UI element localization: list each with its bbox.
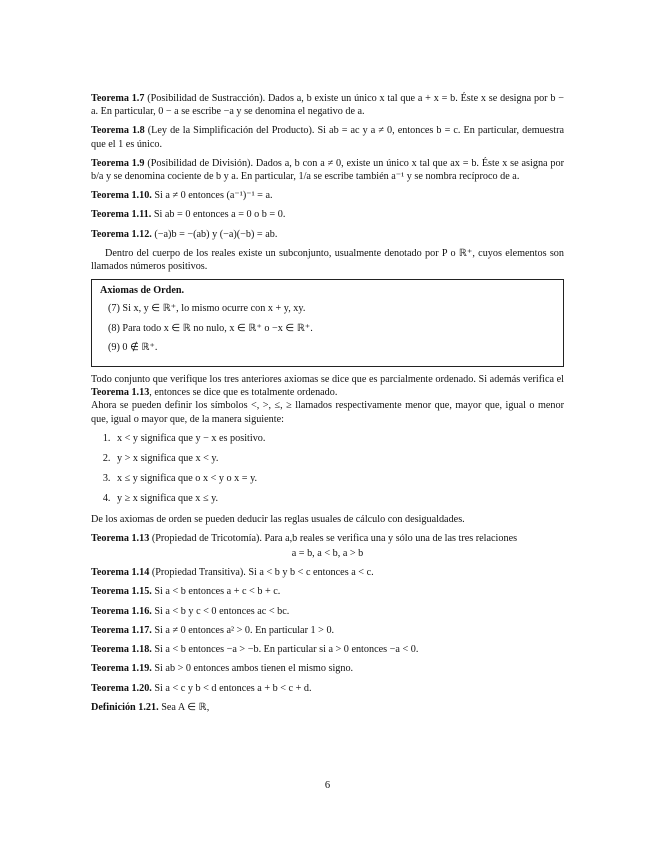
axiom-7: (7) Si x, y ∈ ℝ⁺, lo mismo ocurre con x + y, xy. (108, 303, 306, 315)
theorem-1-13 (91, 532, 564, 545)
theorem-text: (Ley de la Simplificación del Producto). Si ab = ac y a ≠ 0, entonces b = c. En particular, demuestra que el 1 es único. (91, 125, 564, 150)
theorem-text: Si ab = 0 entonces a = 0 o b = 0. (151, 209, 286, 221)
theorem-label: Teorema 1.13 (91, 532, 150, 544)
theorem-text: Si ab > 0 entonces ambos tienen el mismo signo. (151, 663, 354, 675)
theorem-label: Teorema 1.11. (91, 209, 152, 221)
ordered-text-2: , entonces se dice que es totalmente ordenado. (149, 387, 338, 399)
theorem-text: (Posibilidad de Sustracción). Dados a, b existe un único x tal que a + x = b. Éste x se designa por b − a. En particular, 0 − a se escribe −a y se denomina el negativo de a. (91, 93, 564, 118)
order-definitions-list (91, 432, 564, 506)
theorem-label: Teorema 1.7 (91, 93, 145, 104)
theorem-text: Si a < b entonces a + c < b + c. (151, 586, 281, 598)
theorem-label: Teorema 1.10. (91, 190, 152, 202)
theorem-1-20 (91, 682, 564, 695)
theorem-1-15 (91, 585, 564, 598)
page-number: 6 (324, 780, 331, 791)
list-item: 2. y > x significa que x < y. (113, 452, 564, 465)
theorem-text: (−a)b = −(ab) y (−a)(−b) = ab. (151, 228, 278, 240)
list-item: 1. x < y significa que y − x es positivo. (113, 432, 564, 445)
list-item: 3. x ≤ y significa que o x < y o x = y. (113, 472, 564, 485)
theorem-text: Si a ≠ 0 entonces (a⁻¹)⁻¹ = a. (151, 190, 273, 202)
list-item: 4. y ≥ x significa que x ≤ y. (113, 492, 564, 505)
theorem-1-7 (91, 92, 564, 118)
definition-label: Definición 1.21. (91, 701, 159, 713)
symbols-intro: Ahora se pueden definir los símbolos <, >, ≤, ≥ llamados respectivamente menor que, mayor que, igual o menor que, igual o mayor que, de la manera siguiente: (91, 400, 564, 425)
theorem-text: Si a < b entonces −a > −b. En particular si a > 0 entonces −a < 0. (151, 644, 419, 656)
theorem-1-11 (91, 208, 564, 221)
theorem-1-9 (91, 157, 564, 183)
trichotomy-formula: a = b, a < b, a > b (291, 548, 364, 560)
theorem-label: Teorema 1.19. (91, 663, 152, 675)
theorem-text: Si a ≠ 0 entonces a² > 0. En particular 1 > 0. (151, 624, 335, 636)
page-content (91, 92, 564, 720)
theorem-label: Teorema 1.18. (91, 644, 152, 656)
order-axioms-box (91, 279, 564, 367)
theorem-text: (Propiedad Transitiva). Si a < b y b < c entonces a < c. (149, 567, 374, 579)
axiom-9: (9) 0 ∉ ℝ⁺. (108, 341, 158, 353)
theorem-1-18 (91, 643, 564, 656)
theorem-label: Teorema 1.14 (91, 567, 150, 579)
theorem-label: Teorema 1.12. (91, 228, 152, 240)
theorem-text: Si a < b y c < 0 entonces ac < bc. (151, 605, 290, 617)
positive-numbers-intro: Dentro del cuerpo de los reales existe un subconjunto, usualmente denotado por P o ℝ⁺, cuyos elementos son llamados números positivos. (91, 247, 564, 273)
definition-text: Sea A ∈ ℝ, (158, 701, 210, 713)
theorem-label: Teorema 1.15. (91, 586, 152, 598)
theorem-label: Teorema 1.9 (91, 157, 145, 169)
definition-1-21 (91, 701, 564, 714)
theorem-1-19 (91, 662, 564, 675)
order-axioms-title: Axiomas de Orden. (100, 285, 185, 297)
ordered-text-bold: Teorema 1.13 (91, 387, 150, 399)
theorem-1-16 (91, 605, 564, 618)
theorem-1-14 (91, 566, 564, 579)
rules-text: De los axiomas de orden se pueden deducir las reglas usuales de cálculo con desigualdades. (91, 513, 465, 525)
theorem-text: (Propiedad de Tricotomía). Para a,b reales se verifica una y sólo una de las tres relaciones (149, 532, 518, 544)
ordered-text-1: Todo conjunto que verifique los tres anteriores axiomas se dice que es parcialmente ordenado. Si además verifica el (91, 374, 564, 386)
ordered-set-text (91, 373, 564, 399)
theorem-1-10 (91, 189, 564, 202)
theorem-label: Teorema 1.16. (91, 605, 152, 617)
theorem-1-8 (91, 124, 564, 150)
theorem-label: Teorema 1.20. (91, 682, 152, 694)
theorem-text: Si a < c y b < d entonces a + b < c + d. (151, 682, 312, 694)
axiom-8: (8) Para todo x ∈ ℝ no nulo, x ∈ ℝ⁺ o −x ∈ ℝ⁺. (108, 322, 313, 334)
theorem-text: (Posibilidad de División). Dados a, b con a ≠ 0, existe un único x tal que ax = b. Éste x se asigna por b/a y se denomina cociente de b y a. En particular, 1/a se escribe también a⁻¹ y se nombra recíproco de a. (91, 157, 564, 183)
theorem-1-12 (91, 228, 564, 241)
theorem-label: Teorema 1.17. (91, 624, 152, 636)
theorem-label: Teorema 1.8 (91, 125, 145, 137)
theorem-1-17 (91, 624, 564, 637)
